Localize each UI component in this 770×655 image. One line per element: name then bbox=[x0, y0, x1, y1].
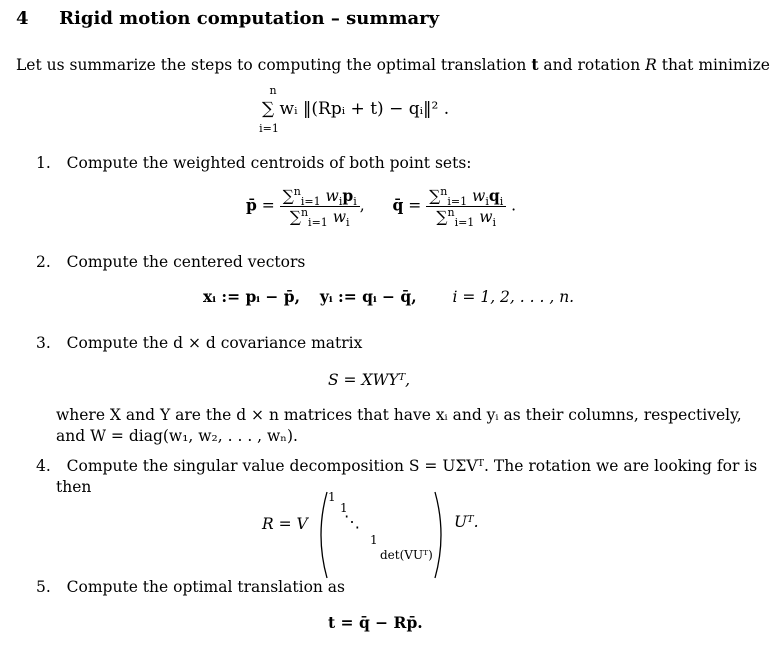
intro-t: t bbox=[531, 55, 539, 74]
centered-range: i = 1, 2, . . . , n. bbox=[452, 288, 575, 306]
intro-text-2: and rotation bbox=[538, 56, 646, 74]
step-3-number: 3. bbox=[36, 334, 51, 352]
intro-paragraph bbox=[16, 55, 770, 75]
step-5-text: Compute the optimal translation as bbox=[66, 578, 346, 596]
step-3 bbox=[36, 333, 362, 353]
covariance-equation: S = XWYᵀ, bbox=[328, 371, 411, 389]
step-4-text: Compute the singular value decomposition S = UΣVᵀ. The rotation we are looking for is bbox=[66, 457, 758, 475]
step-3-where-line-1: where X and Y are the d × n matrices that have xᵢ and yᵢ as their columns, respectively, bbox=[56, 406, 742, 424]
right-paren bbox=[432, 490, 448, 580]
diag-entry-last: det(VUᵀ) bbox=[380, 548, 433, 562]
step-2-text: Compute the centered vectors bbox=[66, 253, 306, 271]
step-4-then: then bbox=[56, 478, 92, 496]
rotation-right: Uᵀ. bbox=[454, 513, 479, 531]
section-number: 4 bbox=[16, 8, 29, 29]
section-title: Rigid motion computation – summary bbox=[59, 8, 440, 29]
step-1-text: Compute the weighted centroids of both point sets: bbox=[66, 154, 472, 172]
step-4-number: 4. bbox=[36, 457, 51, 475]
intro-R: R bbox=[645, 56, 657, 74]
diag-entry-3: 1 bbox=[370, 533, 378, 547]
intro-text-3: that minimize bbox=[656, 56, 770, 74]
translation-equation: t = q̄ − Rp̄. bbox=[328, 613, 423, 632]
centroid-equations: p̄ = $\frac{\sum^n_{i=1} w_ip_i}{\sum^n_{i=1} w_i}$ , q̄ = $\frac{\sum^n_{i=1} w_iq_i}{\sum^n_{i=1} w_i}$ . bbox=[246, 184, 517, 230]
step-4 bbox=[36, 456, 757, 476]
step-1-number: 1. bbox=[36, 154, 51, 172]
step-1 bbox=[36, 153, 472, 173]
rotation-left: R = V bbox=[262, 515, 308, 533]
diag-entry-1: 1 bbox=[328, 490, 336, 504]
step-2 bbox=[36, 252, 305, 272]
section-heading bbox=[16, 8, 439, 29]
centered-y: yᵢ := qᵢ − q̄, bbox=[319, 287, 417, 306]
step-2-number: 2. bbox=[36, 253, 51, 271]
intro-text-1: Let us summarize the steps to computing the optimal translation bbox=[16, 56, 532, 74]
objective-equation: ∑ wᵢ ‖(Rpᵢ + t) − qᵢ‖² . bbox=[262, 99, 450, 119]
diag-dots: ⋱ bbox=[344, 512, 360, 531]
step-3-where-line-2: and W = diag(w₁, w₂, . . . , wₙ). bbox=[56, 427, 298, 445]
diag-entry-2: 1 bbox=[340, 501, 348, 515]
step-5-number: 5. bbox=[36, 578, 51, 596]
step-3-text: Compute the d × d covariance matrix bbox=[66, 334, 363, 352]
sum-limit-bottom: i=1 bbox=[259, 122, 279, 135]
step-5 bbox=[36, 577, 345, 597]
sum-limit-top: n bbox=[269, 84, 277, 97]
centered-vector-equations bbox=[203, 287, 574, 307]
centered-x: xᵢ := pᵢ − p̄, bbox=[203, 287, 301, 306]
